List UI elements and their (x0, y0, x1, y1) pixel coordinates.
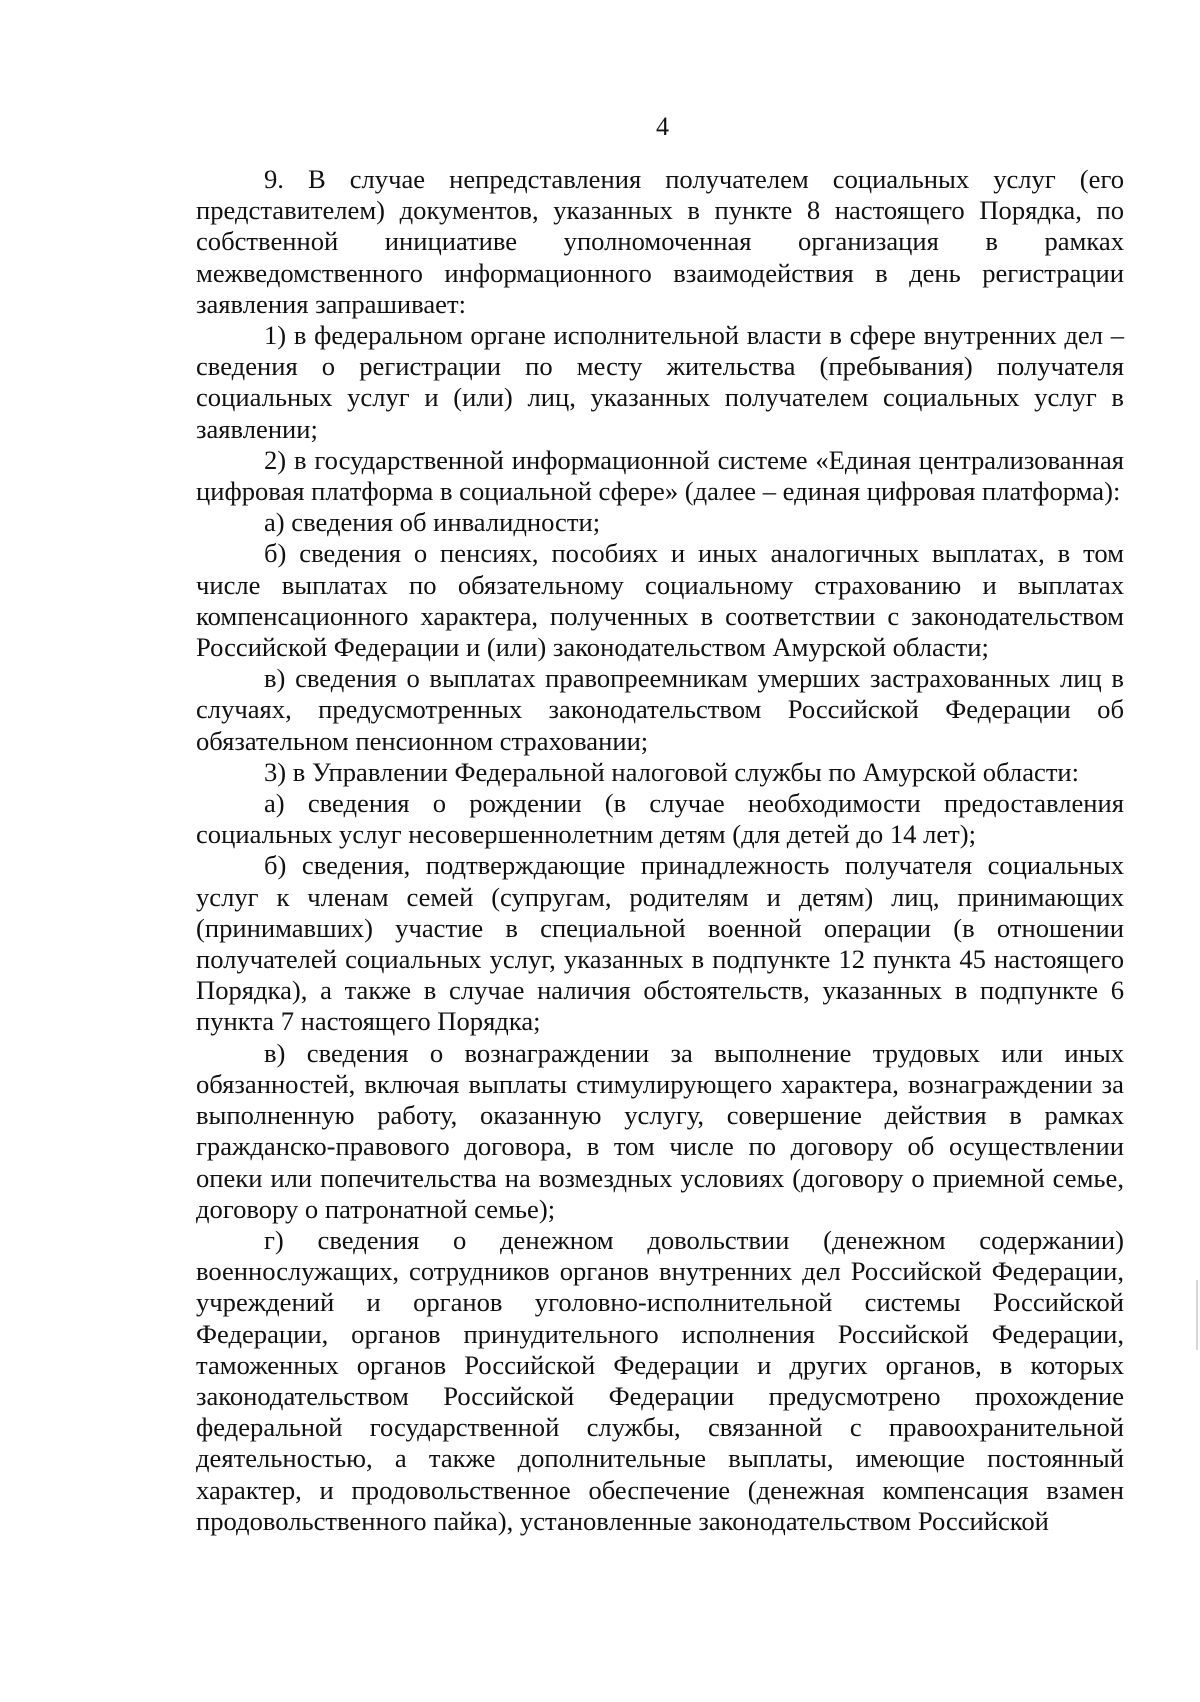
paragraph-subitem-1: 1) в федеральном органе исполнительной власти в сфере внутренних дел – сведения о регистрации по месту жительства (пребывания) получателя социальных услуг и (или) лиц, указанных получателем социальных услуг в заявлении; (196, 320, 1124, 444)
paragraph-subitem-3v: в) сведения о вознаграждении за выполнение трудовых или иных обязанностей, включая выплаты стимулирующего характера, вознаграждении за выполненную работу, оказанную услугу, совершение действия в рамках гражданско-правового договора, в том числе по договору об осуществлении опеки или попечительства на возмездных условиях (договору о приемной семье, договору о патронатной семье); (196, 1037, 1124, 1224)
paragraph-subitem-3: 3) в Управлении Федеральной налоговой службы по Амурской области: (264, 756, 1080, 787)
paragraph-subitem-2b: б) сведения о пенсиях, пособиях и иных аналогичных выплатах, в том числе выплатах по обязательному социальному страхованию и выплатах компенсационного характера, полученных в соответствии с законодательством Российской Федерации и (или) законодательством Амурской области; (196, 538, 1124, 663)
paragraph-item-9: 9. В случае непредставления получателем социальных услуг (его представителем) документов, указанных в пункте 8 настоящего Порядка, по собственной инициативе уполномоченная организация в рамках межведомственного информационного взаимодействия в день регистрации заявления запрашивает: (196, 164, 1124, 319)
paragraph-subitem-2v: в) сведения о выплатах правопреемникам умерших застрахованных лиц в случаях, предусмотренных законодательством Российской Федерации об обязательном пенсионном страховании; (196, 663, 1124, 756)
paragraph-subitem-2: 2) в государственной информационной системе «Единая централизованная цифровая платформа в социальной сфере» (далее – единая цифровая платформа): (196, 444, 1124, 507)
paragraph-subitem-3a: а) сведения о рождении (в случае необходимости предоставления социальных услуг несовершеннолетним детям (для детей до 14 лет); (196, 788, 1124, 850)
paragraph-subitem-2a: а) сведения об инвалидности; (264, 507, 601, 538)
document-body (196, 164, 1124, 1537)
scan-edge-mark (1196, 1280, 1198, 1350)
page-number: 4 (656, 112, 669, 141)
paragraph-subitem-3g: г) сведения о денежном довольствии (денежном содержании) военнослужащих, сотрудников органов внутренних дел Российской Федерации, учреждений и органов уголовно-исполнительной системы Российской Федерации, органов принудительного исполнения Российской Федерации, таможенных органов Российской Федерации и других органов, в которых законодательством Российской Федерации предусмотрено прохождение федеральной государственной службы, связанной с правоохранительной деятельностью, а также дополнительные выплаты, имеющие постоянный характер, и продовольственное обеспечение (денежная компенсация взамен продовольственного пайка), установленные законодательством Российской (196, 1224, 1124, 1536)
paragraph-subitem-3b: б) сведения, подтверждающие принадлежность получателя социальных услуг к членам семей (супругам, родителям и детям) лиц, принимающих (принимавших) участие в специальной военной операции (в отношении получателей социальных услуг, указанных в подпункте 12 пункта 45 настоящего Порядка), а также в случае наличия обстоятельств, указанных в подпункте 6 пункта 7 настоящего Порядка; (196, 850, 1124, 1037)
